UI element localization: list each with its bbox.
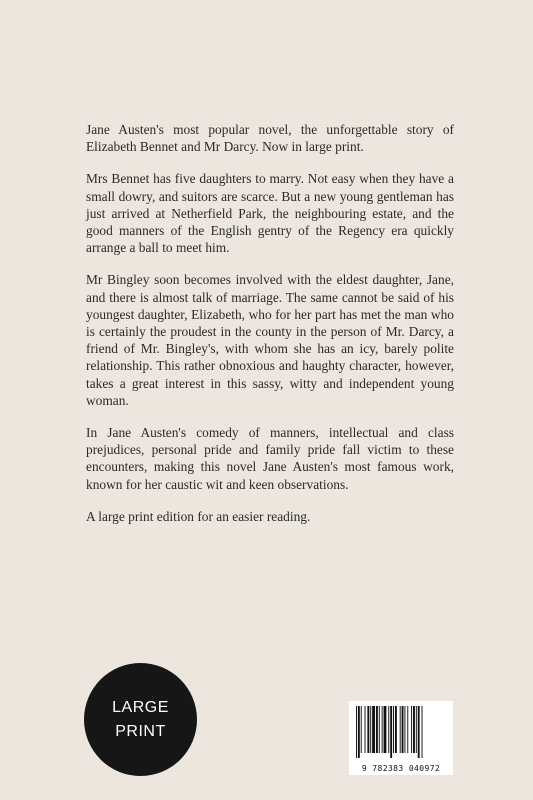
barcode-bar [411,706,412,753]
barcode-bar [388,706,389,753]
isbn-digits: 9 782383 040972 [361,764,441,773]
barcode-bar [395,706,397,753]
barcode-bar [372,706,375,753]
barcode-bar [379,706,380,753]
barcode-bar [356,706,357,758]
blurb-paragraph-2: Mrs Bennet has five daughters to marry. Not easy when they have a small dowry, and suitors are scarce. But a new young gentleman has just arrived at Netherfield Park, the neighbouring estate, and the good manners of the English gentry of the Regency era quickly arrange a ball to meet him. [86,171,454,256]
blurb-paragraph-1: Jane Austen's most popular novel, the unforgettable story of Elizabeth Bennet and Mr Darcy. Now in large print. [86,122,454,155]
barcode-bar [402,706,404,753]
barcode-bar [413,706,415,753]
badge-line-large: LARGE [112,698,169,716]
blurb-paragraph-5: A large print edition for an easier reading. [86,508,311,524]
barcode-bar [404,706,405,753]
isbn-barcode [349,701,453,775]
barcode-bar [384,706,387,753]
large-print-badge [84,663,197,776]
barcode-bar [358,706,360,758]
blurb-paragraph-4: In Jane Austen's comedy of manners, intellectual and class prejudices, personal pride and family pride fall victim to these encounters, making this novel Jane Austen's most famous work, known for her caustic wit and keen observations. [86,425,454,492]
badge-line-print: PRINT [115,722,166,740]
barcode-bar [376,706,378,753]
barcode-bar [418,706,420,758]
barcode-bar [390,706,392,758]
barcode-bar [416,706,417,753]
barcode-bar [365,706,366,753]
barcode-bar [400,706,401,753]
barcode-bars [356,706,446,758]
barcode-bar [422,706,423,758]
blurb-paragraph-3: Mr Bingley soon becomes involved with the eldest daughter, Jane, and there is almost talk of marriage. The same cannot be said of his youngest daughter, Elizabeth, who for her part has met the man who is certainly the proudest in the county in the person of Mr. Darcy, a friend of Mr. Bingley's, with whom she has an icy, barely polite relationship. This rather obnoxious and haughty character, however, takes a great interest in this sassy, witty and independent young woman. [86,272,454,408]
barcode-bar [393,706,394,753]
barcode-bar [361,706,362,753]
barcode-bar [370,706,371,753]
blurb-text [86,121,454,540]
barcode-bar [407,706,408,753]
barcode-bar [382,706,383,753]
barcode-bar [367,706,369,753]
